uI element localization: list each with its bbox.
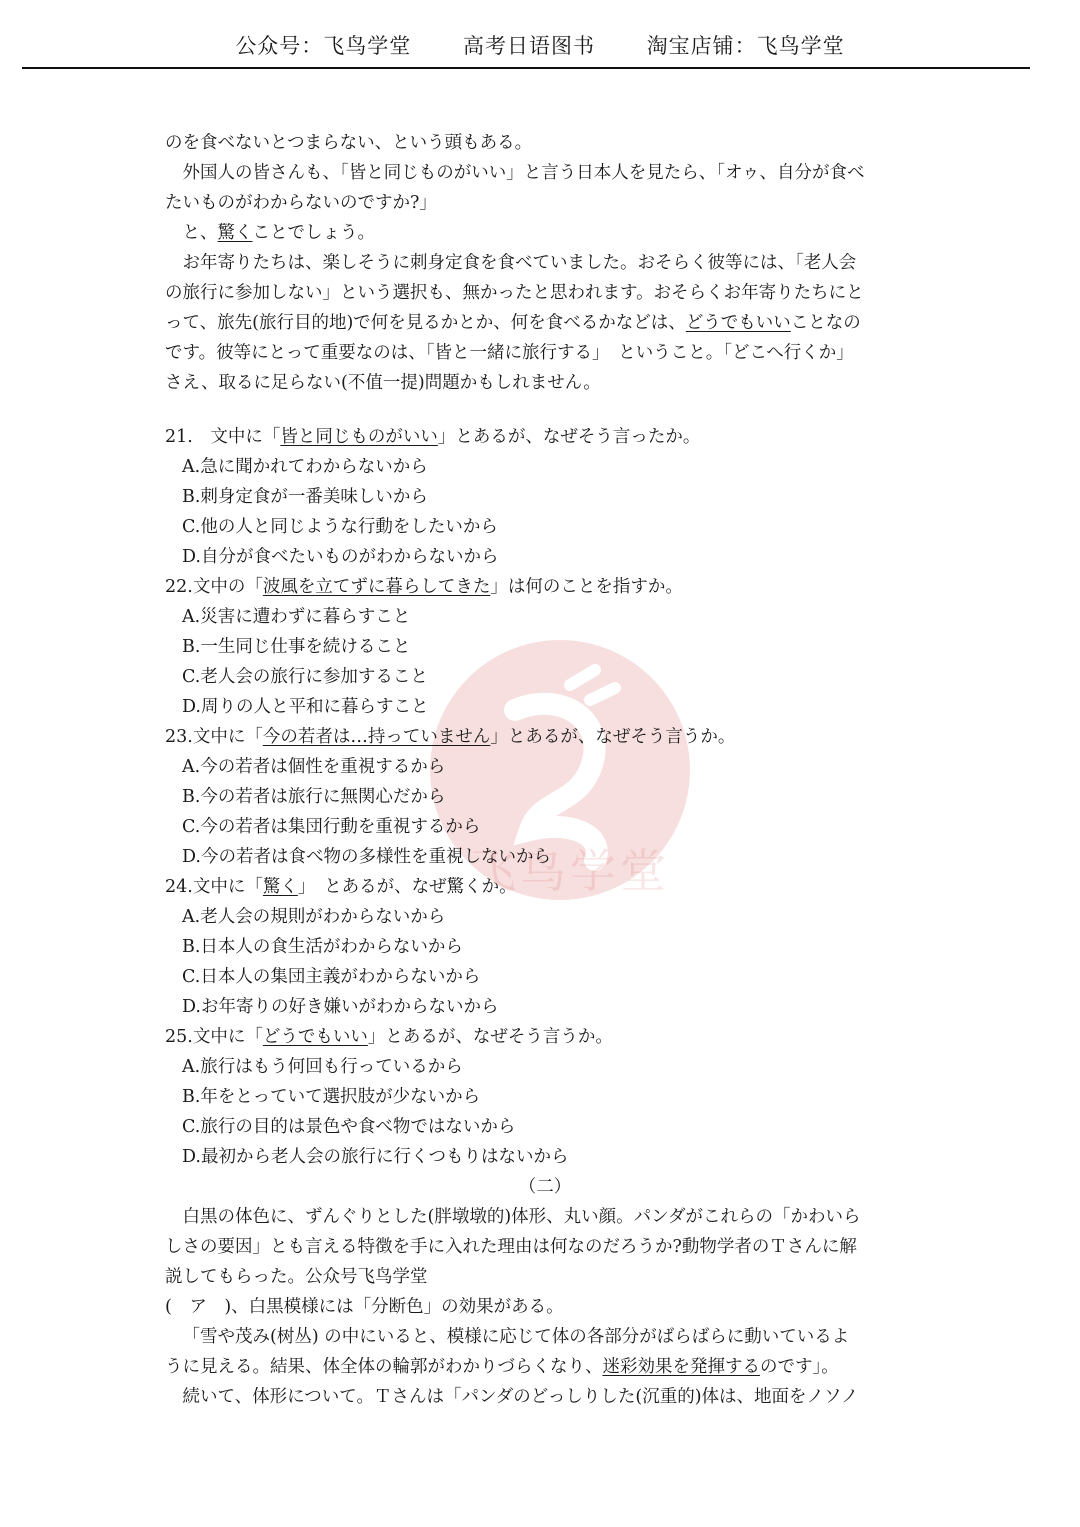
passage-line: と、驚くことでしょう。	[182, 223, 375, 243]
passage-line: 白黒の体色に、ずんぐりとした(胖墩墩的)体形、丸い顔。パンダがこれらの「かわいら	[182, 1207, 861, 1227]
underlined-phrase: 今の若者は…持っていません	[262, 727, 491, 747]
passage-line: 外国人の皆さんも、「皆と同じものがいい」と言う日本人を見たら、「オゥ、自分が食べ	[182, 163, 865, 183]
answer-option: C.他の人と同じような行動をしたいから	[182, 517, 498, 537]
answer-option: D.今の若者は食べ物の多様性を重視しないから	[182, 847, 551, 867]
question-stem: 21. 文中に「皆と同じものがいい」とあるが、なぜそう言ったか。	[165, 427, 701, 447]
question-stem: 24.文中に「驚く」 とあるが、なぜ驚くか。	[165, 877, 517, 897]
header-divider	[22, 67, 1030, 69]
passage-line: です。彼等にとって重要なのは、「皆と一緒に旅行する」 ということ。「どこへ行くか」	[165, 343, 854, 363]
question-stem: 25.文中に「どうでもいい」とあるが、なぜそう言うか。	[165, 1027, 613, 1047]
question-stem: 23.文中に「今の若者は…持っていません」とあるが、なぜそう言うか。	[165, 727, 736, 747]
answer-option: A.災害に遭わずに暮らすこと	[182, 607, 411, 627]
answer-option: B.日本人の食生活がわからないから	[182, 937, 463, 957]
page-header	[0, 30, 1080, 60]
answer-option: A.急に聞かれてわからないから	[182, 457, 428, 477]
passage-line: 続いて、体形について。Ｔさんは「パンダのどっしりした(沉重的)体は、地面をノソノ	[182, 1387, 859, 1407]
passage-line: 「雪や茂み(树丛) の中にいると、模様に応じて体の各部分がばらばらに動いているよ	[182, 1327, 850, 1347]
answer-option: D.お年寄りの好き嫌いがわからないから	[182, 997, 499, 1017]
underlined-phrase: 驚く	[262, 877, 298, 897]
answer-option: A.旅行はもう何回も行っているから	[182, 1057, 463, 1077]
underlined-phrase: どうでもいい	[685, 313, 791, 333]
passage-line: お年寄りたちは、楽しそうに刺身定食を食べていました。おそらく彼等には、「老人会	[182, 253, 857, 273]
passage-line: って、旅先(旅行目的地)で何を見るかとか、何を食べるかなどは、どうでもいいことなの	[165, 313, 861, 333]
answer-option: D.周りの人と平和に暮らすこと	[182, 697, 429, 717]
document-body	[165, 128, 925, 1412]
answer-option: B.一生同じ仕事を続けること	[182, 637, 411, 657]
passage-line: ( ア )、白黒模様には「分断色」の効果がある。	[165, 1297, 564, 1317]
passage-line: しさの要因」とも言える特徴を手に入れた理由は何なのだろうか?動物学者のＴさんに解	[165, 1237, 857, 1257]
passage-line: たいものがわからないのですか?」	[165, 193, 437, 213]
passage-line: のを食べないとつまらない、という頭もある。	[165, 133, 533, 153]
header-books: 高考日语图书	[463, 34, 595, 58]
answer-option: D.最初から老人会の旅行に行くつもりはないから	[182, 1147, 569, 1167]
underlined-phrase: 驚く	[217, 223, 253, 243]
answer-option: A.今の若者は個性を重視するから	[182, 757, 446, 777]
answer-option: B.年をとっていて選択肢が少ないから	[182, 1087, 481, 1107]
question-stem: 22.文中の「波風を立てずに暮らしてきた」は何のことを指すか。	[165, 577, 683, 597]
answer-option: C.老人会の旅行に参加すること	[182, 667, 428, 687]
underlined-phrase: 波風を立てずに暮らしてきた	[262, 577, 491, 597]
header-wechat: 公众号：飞鸟学堂	[235, 34, 412, 58]
answer-option: C.旅行の目的は景色や食べ物ではないから	[182, 1117, 516, 1137]
passage-line: の旅行に参加しない」という選択も、無かったと思われます。おそらくお年寄りたちにと	[165, 283, 864, 303]
underlined-phrase: どうでもいい	[262, 1027, 368, 1047]
answer-option: B.今の若者は旅行に無関心だから	[182, 787, 446, 807]
section-title: （二）	[518, 1177, 572, 1197]
header-shop: 淘宝店铺：飞鸟学堂	[646, 34, 845, 58]
passage-line: 説してもらった。公众号飞鸟学堂	[165, 1267, 428, 1287]
answer-option: C.今の若者は集団行動を重視するから	[182, 817, 481, 837]
answer-option: D.自分が食べたいものがわからないから	[182, 547, 499, 567]
underlined-phrase: 迷彩効果を発揮する	[602, 1357, 760, 1377]
passage-line: うに見える。結果、体全体の輪郭がわかりづらくなり、迷彩効果を発揮するのです｣。	[165, 1357, 839, 1377]
question-list	[165, 422, 925, 1172]
underlined-phrase: 皆と同じものがいい	[280, 427, 438, 447]
passage-line: さえ、取るに足らない(不值一提)問題かもしれません。	[165, 373, 601, 393]
watermark-text: 飞鸟学堂	[470, 844, 670, 898]
answer-option: A.老人会の規則がわからないから	[182, 907, 446, 927]
answer-option: C.日本人の集団主義がわからないから	[182, 967, 481, 987]
answer-option: B.刺身定食が一番美味しいから	[182, 487, 428, 507]
